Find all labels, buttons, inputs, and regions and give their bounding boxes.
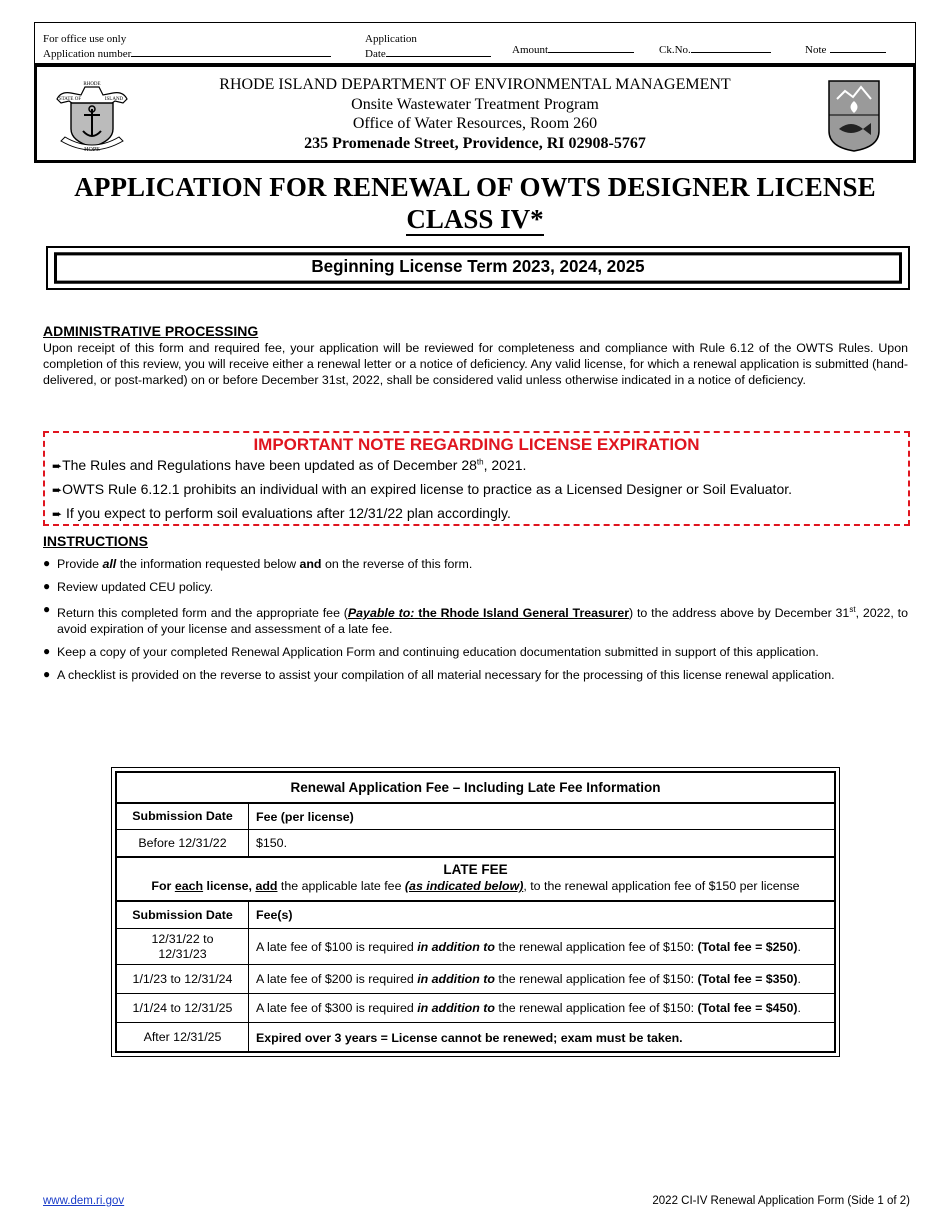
check-number-field[interactable] — [691, 42, 771, 53]
note-line-1: ➨The Rules and Regulations have been updated as of December 28th, 2021. — [52, 457, 527, 473]
bullet-icon: ● — [43, 556, 51, 570]
late-fee-title: LATE FEE — [443, 862, 508, 877]
table-header-row — [117, 802, 834, 829]
check-number-label: Ck.No. — [659, 44, 691, 56]
base-date: Before 12/31/22 — [138, 835, 227, 850]
note-label: Note — [805, 44, 827, 56]
late-fee-date: 12/31/22 to 12/31/23 — [151, 931, 214, 961]
office-name: Office of Water Resources, Room 260 — [352, 115, 598, 132]
list-item: ● Keep a copy of your completed Renewal Application Form and continuing education documentation submitted in support of this application. — [43, 644, 819, 660]
late-fee-date: 1/1/24 to 12/31/25 — [132, 1000, 233, 1015]
table-row — [117, 993, 834, 1022]
program-name: Onsite Wastewater Treatment Program — [351, 95, 599, 113]
rhode-island-seal-icon — [51, 77, 133, 155]
table-header-row — [117, 900, 834, 928]
arrow-right-icon: ➨ — [52, 483, 63, 497]
admin-body: Upon receipt of this form and required fee, your application will be reviewed for completeness and compliance with Rule 6.12 of the OWTS Rules. Upon completion of this review, you will receive either a renewal letter or a notice of deficiency. Any valid license, for which a renewal application is submitted (hand-delivered, or post-marked) on or before December 31st, 2022, shall be considered valid unless otherwise indicated in a notice of deficiency. — [43, 341, 908, 387]
office-use-strip — [34, 22, 916, 64]
bullet-icon: ● — [43, 667, 51, 682]
col-fee-per-license: Fee (per license) — [248, 804, 834, 829]
application-number-field[interactable] — [131, 46, 331, 57]
department-name: RHODE ISLAND DEPARTMENT OF ENVIRONMENTAL MANAGEMENT — [219, 76, 731, 93]
late-fee-text: A late fee of $200 is required in addition to the renewal application fee of $150: (Total fee = $350). — [248, 965, 834, 993]
letterhead — [34, 64, 916, 163]
col-submission-date: Submission Date — [132, 809, 233, 823]
form-title: APPLICATION FOR RENEWAL OF OWTS DESIGNER LICENSE — [74, 172, 876, 202]
bullet-icon: ● — [43, 602, 51, 616]
date-label: Date — [365, 48, 386, 60]
col-submission-date: Submission Date — [132, 907, 233, 922]
expired-text: Expired over 3 years = License cannot be renewed; exam must be taken. — [248, 1023, 834, 1052]
application-label: Application — [365, 33, 417, 45]
amount-field[interactable] — [548, 42, 634, 53]
license-class: CLASS IV* — [406, 204, 544, 234]
seal-left-text: STATE OF — [58, 97, 82, 102]
arrow-right-icon: ➨ — [52, 459, 63, 473]
seal-right-text: ISLAND — [104, 97, 124, 102]
fee-table — [111, 767, 840, 1057]
late-fee-subtitle: For each license, add the applicable late fee (as indicated below), to the renewal application fee of $150 per license — [151, 879, 800, 893]
date-field[interactable] — [386, 46, 491, 57]
form-identifier: 2022 CI-IV Renewal Application Form (Side 1 of 2) — [652, 1195, 910, 1207]
note-line-2: ➨OWTS Rule 6.12.1 prohibits an individual with an expired license to practice as a Licensed Designer or Soil Evaluator. — [52, 481, 793, 497]
license-term-box — [46, 246, 910, 290]
dem-website-link[interactable]: www.dem.ri.gov — [43, 1195, 125, 1207]
table-row — [117, 928, 834, 964]
instructions-heading: INSTRUCTIONS — [43, 533, 148, 549]
seal-motto: HOPE — [84, 147, 100, 153]
late-fee-text: A late fee of $100 is required in addition to the renewal application fee of $150: (Total fee = $250). — [248, 929, 834, 964]
fee-table-title: Renewal Application Fee – Including Late Fee Information — [290, 780, 661, 795]
instructions-list — [43, 556, 908, 690]
table-row — [117, 1022, 834, 1052]
license-term: Beginning License Term 2023, 2024, 2025 — [54, 252, 902, 284]
note-field[interactable] — [830, 42, 886, 53]
table-row — [117, 964, 834, 993]
amount-label: Amount — [512, 44, 549, 56]
address: 235 Promenade Street, Providence, RI 02908-5767 — [304, 134, 646, 152]
base-fee: $150. — [248, 830, 834, 856]
letterhead-text — [157, 75, 793, 153]
seal-top-text: RHODE — [83, 82, 101, 87]
list-item: ● Review updated CEU policy. — [43, 579, 214, 594]
list-item: ● A checklist is provided on the reverse to assist your compilation of all material necessary for the processing of this license renewal application. — [43, 667, 835, 683]
late-fee-text: A late fee of $300 is required in addition to the renewal application fee of $150: (Total fee = $450). — [248, 994, 834, 1022]
office-use-label: For office use only — [43, 33, 127, 45]
dem-shield-logo-icon — [827, 77, 881, 153]
expiration-note-box — [43, 431, 910, 526]
late-fee-header — [117, 856, 834, 900]
expired-date: After 12/31/25 — [143, 1030, 222, 1044]
application-number-label: Application number — [43, 48, 132, 60]
arrow-right-icon: ➨ — [52, 507, 63, 521]
col-fees: Fee(s) — [248, 902, 834, 928]
expiration-note-title: IMPORTANT NOTE REGARDING LICENSE EXPIRATION — [253, 435, 700, 454]
note-line-3: ➨ If you expect to perform soil evaluations after 12/31/22 plan accordingly. — [52, 505, 511, 521]
bullet-icon: ● — [43, 579, 51, 593]
list-item: ● Return this completed form and the appropriate fee (Payable to: the Rhode Island General Treasurer) to the address above by December 31st, 2022, to avoid expiration of your license and assessment of a late fee. — [43, 602, 908, 637]
admin-heading: ADMINISTRATIVE PROCESSING — [43, 323, 259, 339]
bullet-icon: ● — [43, 644, 51, 659]
list-item: ● Provide all the information requested below and on the reverse of this form. — [43, 556, 473, 571]
late-fee-date: 1/1/23 to 12/31/24 — [132, 971, 233, 986]
table-row — [117, 829, 834, 856]
